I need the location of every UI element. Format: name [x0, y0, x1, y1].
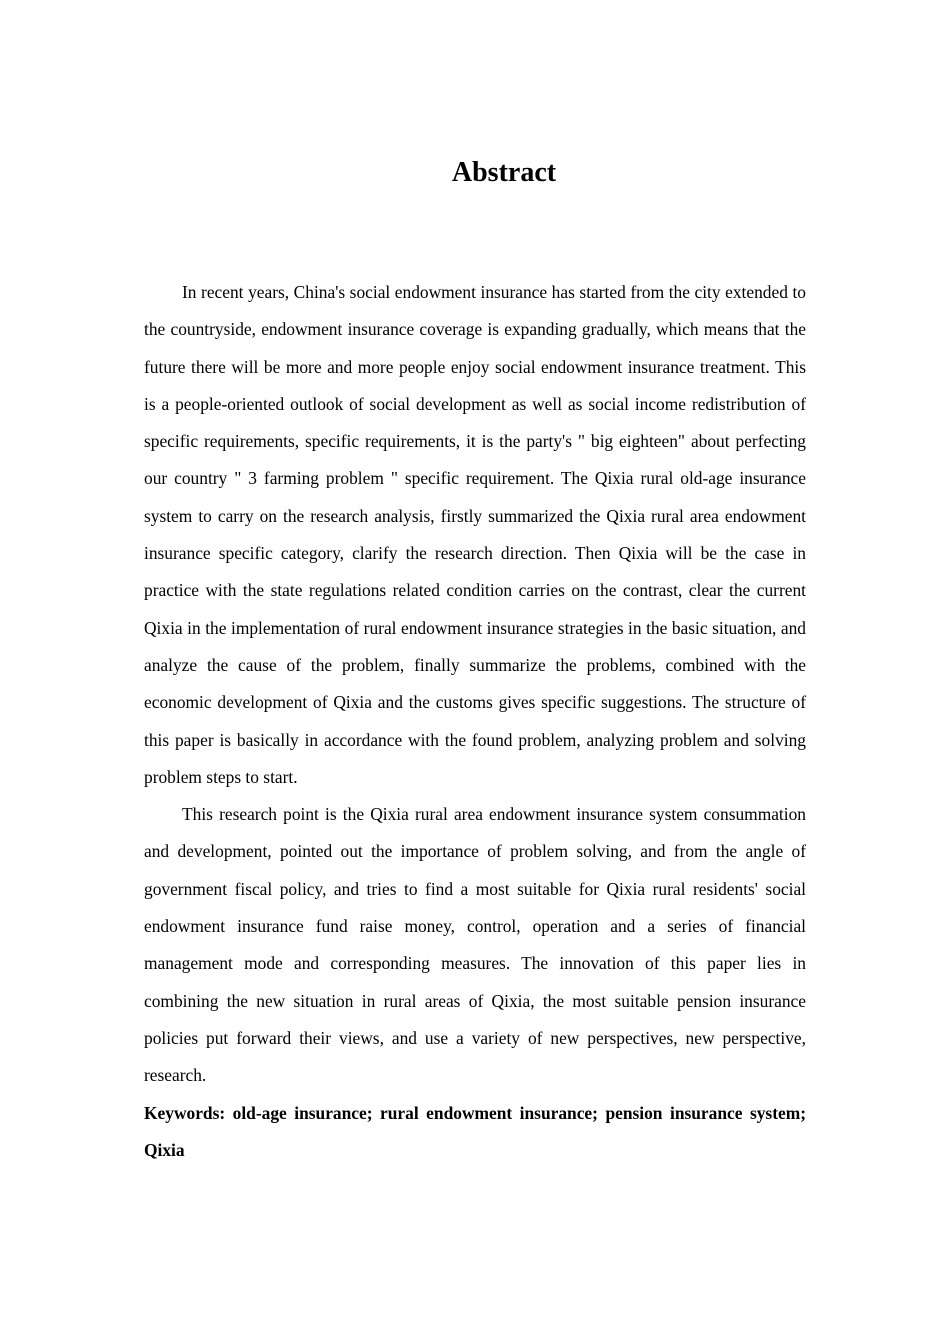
- abstract-title: Abstract: [451, 157, 557, 188]
- abstract-body: [144, 274, 806, 1169]
- abstract-paragraph-2: This research point is the Qixia rural area endowment insurance system consummation and development, pointed out the importance of problem solving, and from the angle of government fiscal policy, and tries to find a most suitable for Qixia rural residents' social endowment insurance fund raise money, control, operation and a series of financial management mode and corresponding measures. The innovation of this paper lies in combining the new situation in rural areas of Qixia, the most suitable pension insurance policies put forward their views, and use a variety of new perspectives, new perspective, research.: [144, 804, 806, 1086]
- abstract-paragraph-1: In recent years, China's social endowment insurance has started from the city extended to the countryside, endowment insurance coverage is expanding gradually, which means that the future there will be more and more people enjoy social endowment insurance treatment. This is a people-oriented outlook of social development as well as social income redistribution of specific requirements, specific requirements, it is the party's " big eighteen" about perfecting our country " 3 farming problem " specific requirement. The Qixia rural old-age insurance system to carry on the research analysis, firstly summarized the Qixia rural area endowment insurance specific category, clarify the research direction. Then Qixia will be the case in practice with the state regulations related condition carries on the contrast, clear the current Qixia in the implementation of rural endowment insurance strategies in the basic situation, and analyze the cause of the problem, finally summarize the problems, combined with the economic development of Qixia and the customs gives specific suggestions. The structure of this paper is basically in accordance with the found problem, analyzing problem and solving problem steps to start.: [144, 282, 806, 787]
- keywords-line: Keywords: old-age insurance; rural endowment insurance; pension insurance system; Qixia: [144, 1102, 806, 1160]
